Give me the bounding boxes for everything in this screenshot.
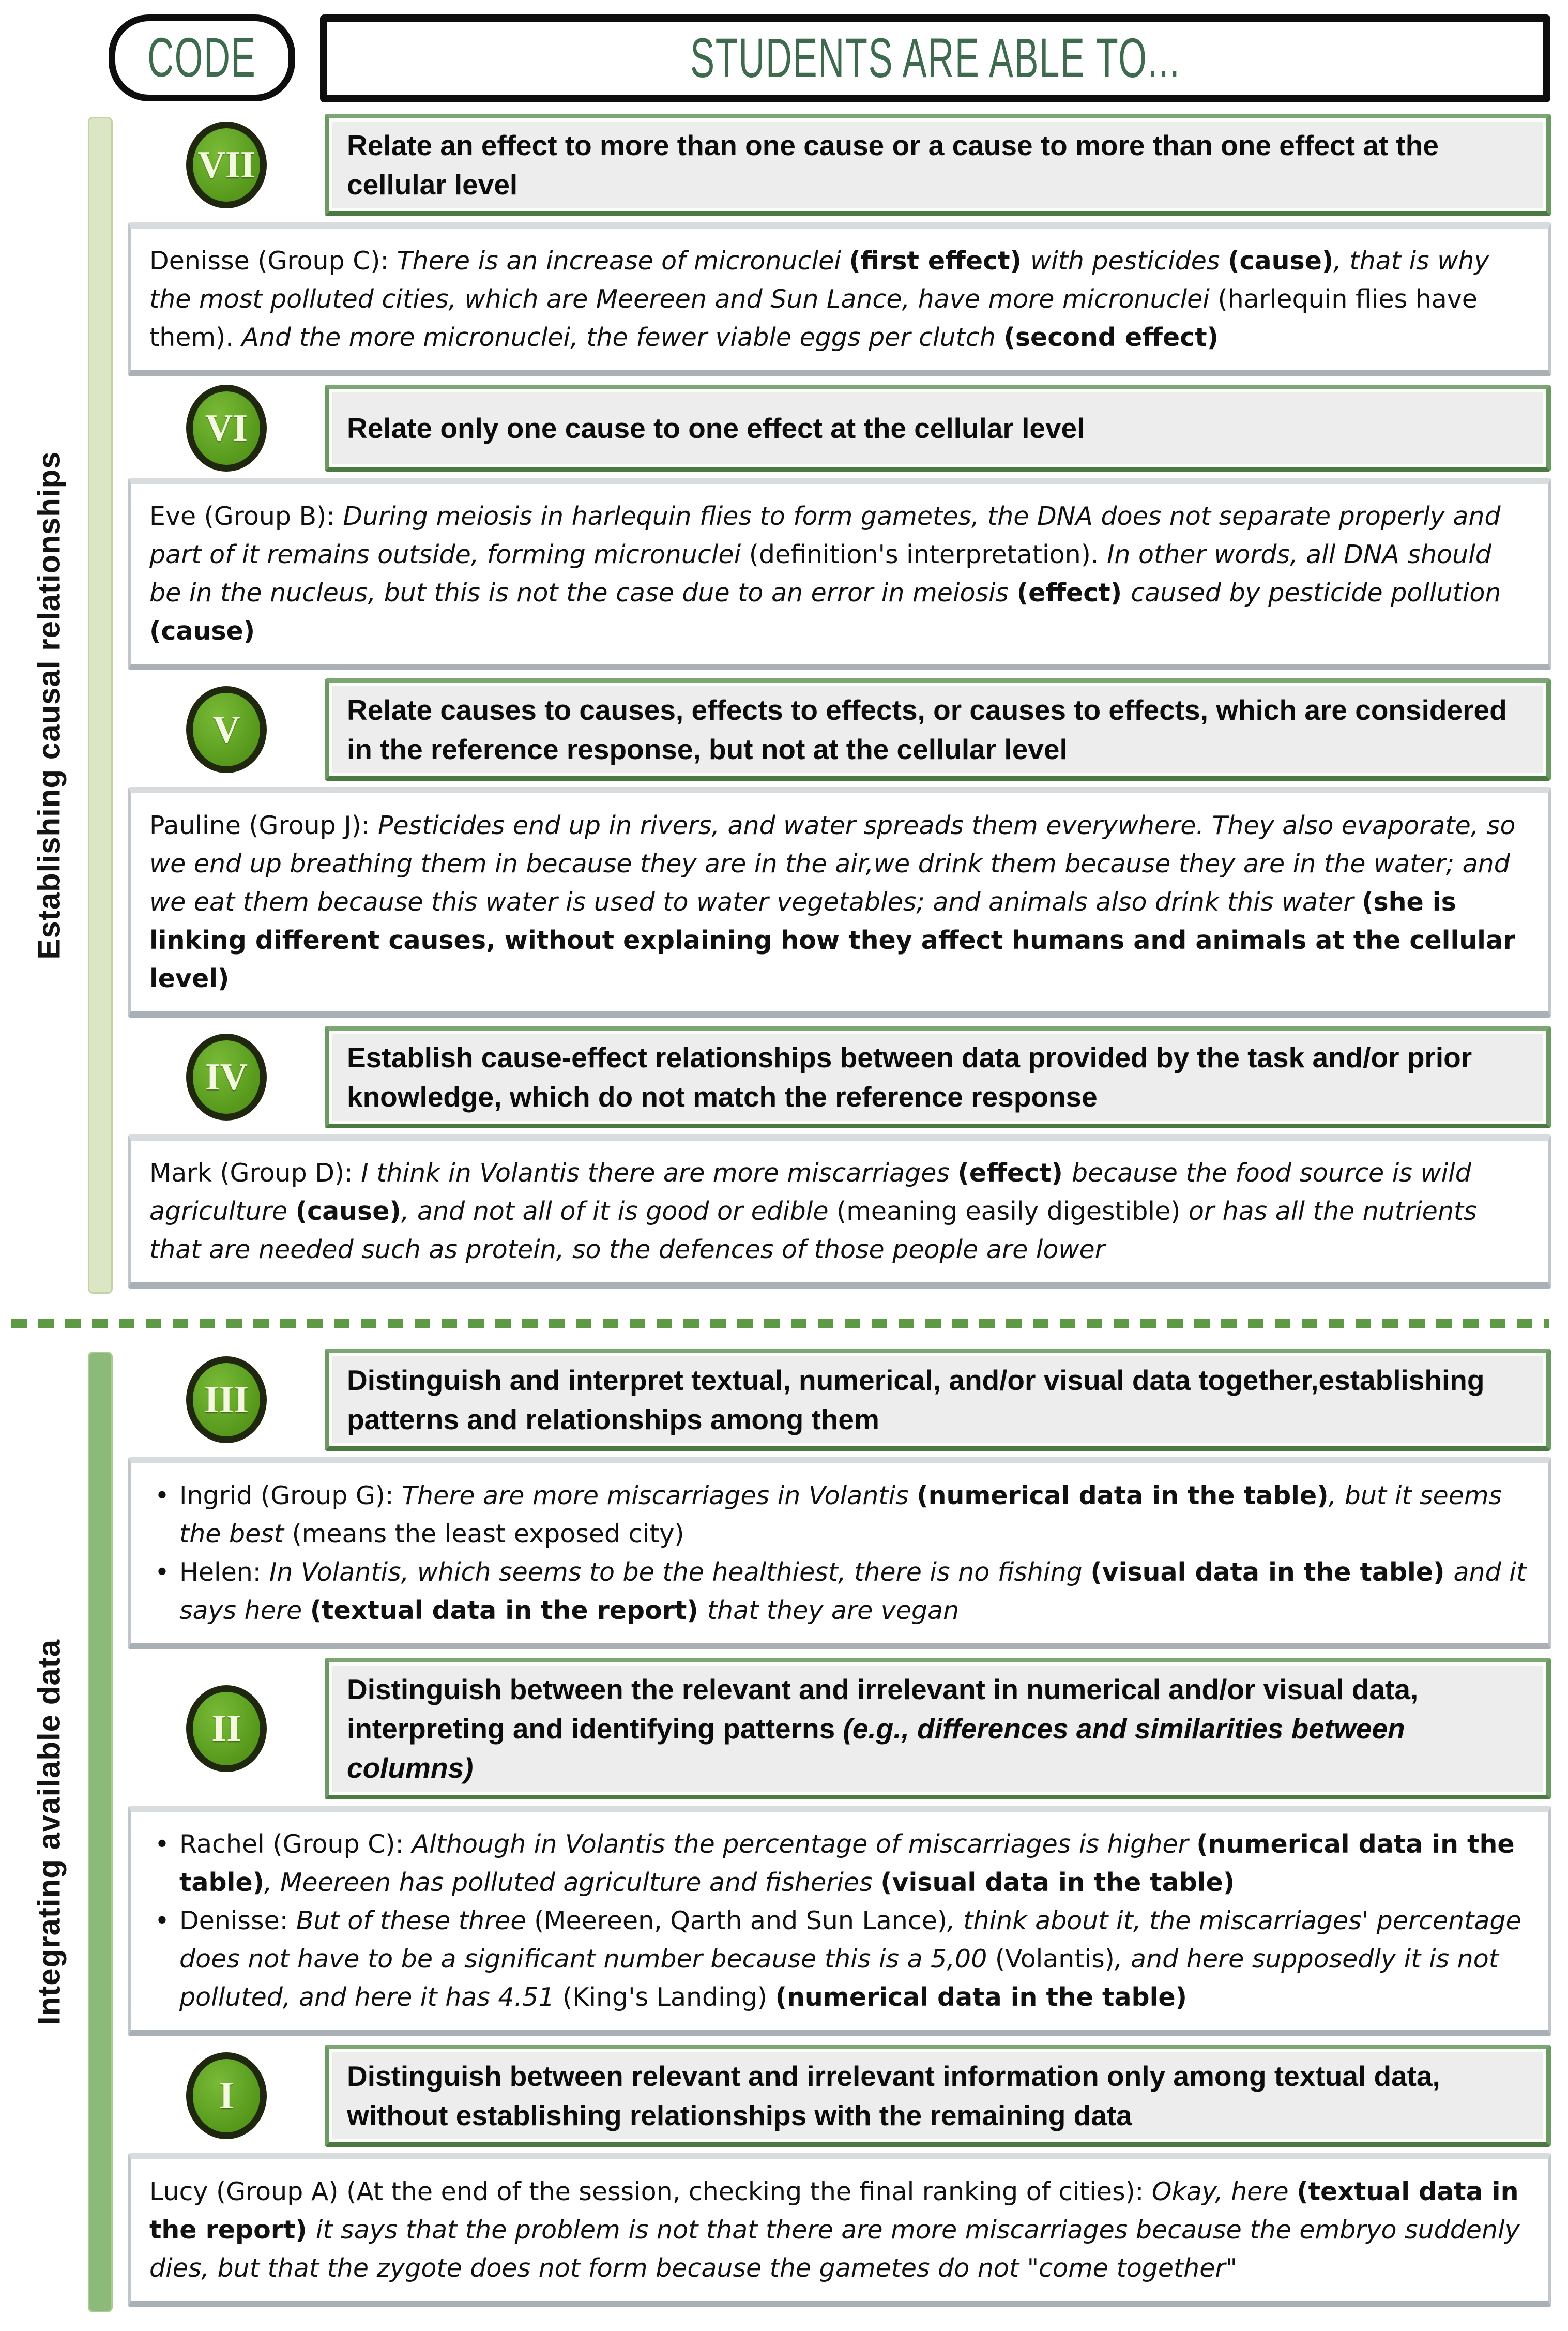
code-badge: VII: [186, 122, 267, 208]
text-segment: Although in Volantis the percentage of miscarriages is higher: [412, 1829, 1197, 1859]
text-segment: (textual data in the report): [149, 2177, 1519, 2245]
code-badge: II: [186, 1685, 267, 1772]
code-badge-col: [128, 2052, 325, 2139]
text-segment: that they are vegan: [707, 1596, 960, 1625]
descriptor-box: [325, 2045, 1551, 2147]
code-badge-col: [128, 1685, 325, 1772]
text-segment: And the more micronuclei, the fewer viable eggs per clutch: [241, 323, 1004, 352]
code-badge: I: [186, 2052, 267, 2139]
text-segment: Rachel (Group C):: [179, 1829, 412, 1859]
descriptor-text: [347, 1670, 1529, 1788]
quote-item: [149, 2173, 1530, 2288]
text-segment: Relate only one cause to one effect at the cellular level: [347, 412, 1085, 444]
section-content: [128, 1349, 1551, 2315]
section-integrating-available-data: [10, 1349, 1552, 2315]
text-segment: Helen:: [179, 1557, 269, 1587]
text-segment: Pesticides end up in rivers, and water spreads them everywhere. They also evaporate, so we end up breathing them in because they are in the air,we drink them because they are in the water; and we eat them because this water is used to water vegetables; and animals also drink this water: [149, 811, 1516, 917]
text-segment: or has all the nutrients that are needed such as protein, so the defences of those people are lower: [149, 1197, 1477, 1264]
descriptor-box: [325, 1658, 1551, 1799]
descriptor-text: [347, 1360, 1529, 1439]
text-segment: ,: [264, 1868, 281, 1897]
students-header-box: [320, 14, 1550, 102]
code-row: [128, 1026, 1551, 1289]
code-row: [128, 1349, 1551, 1649]
text-segment: (first effect): [849, 246, 1031, 276]
text-segment: Denisse (Group C):: [149, 246, 397, 276]
code-badge-col: [128, 122, 325, 208]
text-segment: (cause): [149, 616, 255, 646]
code-row-head: [128, 1658, 1551, 1799]
text-segment: (harlequin flies have them).: [149, 284, 1478, 352]
quote-box: [128, 787, 1551, 1018]
students-header-label: STUDENTS ARE ABLE TO...: [690, 27, 1181, 89]
code-row: [128, 114, 1551, 376]
quote-item: [149, 1477, 1530, 1553]
text-segment: and it says here: [179, 1557, 1527, 1625]
descriptor-box: [325, 1026, 1551, 1128]
text-segment: I think in Volantis there are more miscarriages: [361, 1158, 958, 1188]
quote-item: [149, 242, 1530, 357]
text-segment: But of these three: [296, 1906, 535, 1935]
text-segment: with pesticides: [1030, 246, 1228, 276]
descriptor-box: [325, 385, 1551, 472]
text-segment: (textual data in the report): [310, 1596, 707, 1625]
text-segment: (effect): [1016, 578, 1131, 608]
text-segment: Distinguish between relevant and irrelevant information only among textual data, without establishing relationships with the remaining data: [347, 2060, 1440, 2131]
code-badge-col: [128, 385, 325, 472]
quote-box: [128, 222, 1551, 376]
quote-box: [128, 1806, 1551, 2036]
descriptor-box: [325, 678, 1551, 781]
descriptor-text: [347, 1038, 1529, 1116]
text-segment: (meaning easily digestible): [836, 1197, 1189, 1226]
code-row: [128, 2045, 1551, 2307]
text-segment: (cause): [295, 1197, 401, 1226]
descriptor-box: [325, 114, 1551, 216]
text-segment: (numerical data in the table): [179, 1829, 1515, 1897]
text-segment: Okay, here: [1151, 2177, 1297, 2206]
section-label-col: [10, 1349, 88, 2315]
code-row-head: [128, 2045, 1551, 2147]
text-segment: Distinguish and interpret textual, numerical, and/or visual data together,establishing patterns and relationships among them: [347, 1364, 1485, 1435]
code-row: [128, 678, 1551, 1018]
section-establishing-causal-relationships: [10, 114, 1552, 1297]
text-segment: , think about it, the miscarriages' percentage does not have to be a significant number because this is a 5,00: [179, 1906, 1521, 1974]
section-vertical-label: Establishing causal relationships: [32, 451, 67, 960]
text-segment: (cause): [1228, 246, 1334, 276]
code-row-head: [128, 385, 1551, 472]
bullet-dot-icon: •: [155, 1906, 170, 1935]
text-segment: , and here supposedly it is not polluted, and here it has 4.51: [179, 1944, 1499, 2012]
text-segment: caused by pesticide pollution: [1131, 578, 1501, 608]
text-segment: Lucy (Group A) (At the end of the session, checking the final ranking of cities):: [149, 2177, 1152, 2206]
text-segment: During meiosis in harlequin flies to form gametes, the DNA does not separate properly and part of it remains outside, forming micronuclei: [149, 502, 1501, 569]
quote-box: [128, 1457, 1551, 1649]
text-segment: (Volantis): [995, 1944, 1115, 1974]
code-row-head: [128, 678, 1551, 781]
section: [10, 114, 1552, 1297]
section-label-col: [10, 114, 88, 1297]
code-row-head: [128, 1349, 1551, 1451]
text-segment: (numerical data in the table): [917, 1481, 1329, 1510]
code-header-label: CODE: [147, 26, 256, 89]
header-row: [109, 14, 1550, 102]
text-segment: (definition's interpretation).: [749, 540, 1107, 569]
section-color-bar: [88, 117, 113, 1294]
quote-item: [149, 1553, 1530, 1630]
text-segment: (visual data in the table): [880, 1868, 1235, 1897]
quote-item: [149, 497, 1530, 650]
code-badge-col: [128, 686, 325, 773]
descriptor-text: [347, 408, 1529, 448]
text-segment: There is an increase of micronuclei: [397, 246, 849, 276]
bullet-dot-icon: •: [155, 1481, 170, 1510]
text-segment: Ingrid (Group G):: [179, 1481, 402, 1510]
text-segment: Denisse:: [179, 1906, 296, 1935]
code-badge-col: [128, 1356, 325, 1443]
quote-box: [128, 2153, 1551, 2307]
quote-item: [149, 1154, 1530, 1269]
code-badge-col: [128, 1034, 325, 1121]
text-segment: Meereen has polluted agriculture and fisheries: [280, 1868, 881, 1897]
section: [10, 1349, 1552, 2315]
quote-item: [149, 1902, 1530, 2017]
section-color-bar: [88, 1352, 113, 2312]
text-segment: Distinguish between the relevant and irrelevant in numerical and/or visual data, interpreting and identifying patterns: [347, 1673, 1419, 1745]
descriptor-text: [347, 690, 1529, 769]
code-row-head: [128, 1026, 1551, 1128]
text-segment: Relate an effect to more than one cause or a cause to more than one effect at the cellular level: [347, 129, 1439, 201]
text-segment: Eve (Group B):: [149, 502, 343, 531]
descriptor-text: [347, 126, 1529, 204]
section-content: [128, 114, 1551, 1297]
text-segment: , that is why the most polluted cities, which are Meereen and Sun Lance, have more micronuclei: [149, 246, 1489, 314]
code-row: [128, 385, 1551, 670]
descriptor-text: [347, 2056, 1529, 2135]
code-row: [128, 1658, 1551, 2036]
text-segment: Mark (Group D):: [149, 1158, 361, 1188]
text-segment: , but it seems the best: [179, 1481, 1502, 1549]
text-segment: (she is linking different causes, without explaining how they affect humans and animals at the cellular level): [149, 887, 1516, 993]
code-badge: V: [186, 686, 267, 773]
bullet-dot-icon: •: [155, 1557, 170, 1587]
text-segment: There are more miscarriages in Volantis: [402, 1481, 917, 1510]
code-header-pill: [109, 14, 295, 101]
text-segment: (Meereen, Qarth and Sun Lance): [534, 1906, 948, 1935]
text-segment: it says that the problem is not that there are more miscarriages because the embryo suddenly dies, but that the zygote does not form because the gametes do not "come together": [149, 2215, 1520, 2283]
quote-item: [149, 1825, 1530, 1902]
section-vertical-label: Integrating available data: [32, 1639, 67, 2025]
text-segment: Relate causes to causes, effects to effects, or causes to effects, which are considered in the reference response, but not at the cellular level: [347, 694, 1507, 765]
text-segment: In other words, all DNA should be in the nucleus, but this is not the case due to an error in meiosis: [149, 540, 1491, 608]
quote-box: [128, 478, 1551, 670]
text-segment: (numerical data in the table): [775, 1982, 1188, 2012]
code-badge: VI: [186, 385, 267, 472]
code-badge: IV: [186, 1034, 267, 1121]
text-segment: (e.g., differences and similarities between columns): [347, 1713, 1405, 1784]
code-row-head: [128, 114, 1551, 216]
text-segment: In Volantis, which seems to be the healthiest, there is no fishing: [269, 1557, 1091, 1587]
text-segment: Establish cause-effect relationships between data provided by the task and/or prior knowledge, which do not match the reference response: [347, 1041, 1472, 1113]
descriptor-box: [325, 1349, 1551, 1451]
text-segment: (visual data in the table): [1090, 1557, 1454, 1587]
text-segment: Pauline (Group J):: [149, 811, 378, 840]
text-segment: (effect): [957, 1158, 1072, 1188]
quote-box: [128, 1134, 1551, 1289]
text-segment: because the food source is wild agriculture: [149, 1158, 1471, 1226]
text-segment: (second effect): [1003, 323, 1219, 352]
code-badge: III: [186, 1356, 267, 1443]
bullet-dot-icon: •: [155, 1829, 170, 1859]
text-segment: , and not all of it is good or edible: [401, 1197, 837, 1226]
text-segment: (means the least exposed city): [292, 1519, 684, 1549]
quote-item: [149, 807, 1530, 998]
text-segment: (King's Landing): [562, 1982, 775, 2012]
section-divider-dashed-line: [11, 1319, 1549, 1328]
